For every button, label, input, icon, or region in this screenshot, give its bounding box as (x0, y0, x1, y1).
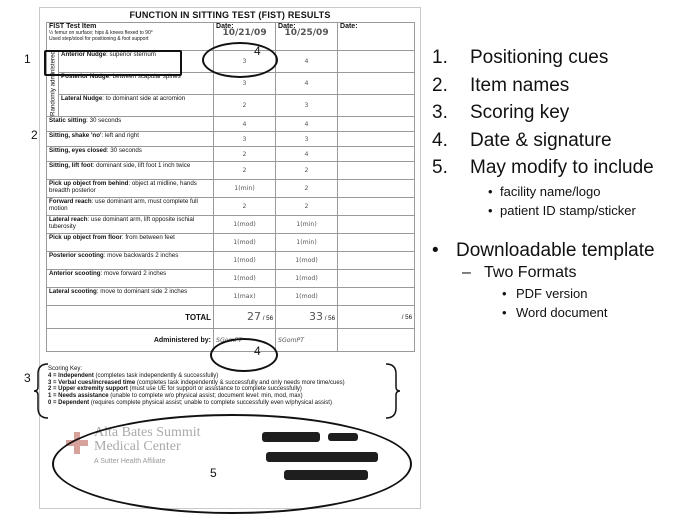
score-1: 1(max) (214, 288, 276, 306)
score-1: 1(mod) (214, 234, 276, 252)
total-label: TOTAL (47, 306, 214, 329)
administered-label: Administered by: (47, 329, 214, 352)
scoring-line (48, 373, 392, 380)
item-name: Sitting, lift foot (49, 162, 93, 169)
scoring-code: 0 = Dependent (48, 399, 90, 406)
annotation-1: 1 (24, 52, 31, 66)
date-value-2: 10/25/09 (284, 28, 329, 38)
score-3 (338, 180, 415, 198)
item-text: May modify to include (470, 157, 654, 178)
annotation-4-date: 4 (254, 44, 261, 58)
item-number: 1. (432, 47, 448, 68)
item-pick-up-floor (47, 234, 214, 252)
scoring-line (48, 380, 392, 387)
score-2: 3 (276, 95, 338, 117)
item-anterior-scooting (47, 270, 214, 288)
score-2: 1(min) (276, 216, 338, 234)
score-3 (338, 216, 415, 234)
score-2: 2 (276, 162, 338, 180)
scoring-text: (must use UE for support or assistance to complete successfully) (127, 386, 302, 393)
modify-sub-item: • patient ID stamp/sticker (432, 201, 687, 220)
score-3 (338, 51, 415, 73)
total-cell-1 (214, 306, 276, 329)
list-item (432, 72, 687, 100)
signature-1: SGomPT (214, 329, 276, 352)
item-name: Lateral Nudge (61, 95, 103, 102)
left-bracket (34, 362, 50, 420)
scoring-code: 3 = Verbal cues/increased time (48, 379, 136, 386)
two-formats: – Two Formats (462, 263, 577, 281)
list-item (432, 127, 687, 155)
item-desc: : move to dominant side 2 inches (96, 288, 188, 295)
item-desc: : use dominant arm, must complete full motion (49, 198, 198, 212)
total-of: / 56 (401, 313, 413, 321)
item-col-header: FIST Test Item (49, 23, 97, 30)
item-name: Anterior scooting (49, 270, 101, 277)
score-1: 1(min) (214, 180, 276, 198)
item-static-sitting (47, 117, 214, 132)
right-bracket (384, 362, 400, 420)
score-2: 3 (276, 132, 338, 147)
annotation-3: 3 (24, 371, 31, 385)
item-text: Item names (470, 74, 570, 96)
score-2: 4 (276, 117, 338, 132)
facility-oval (52, 414, 412, 514)
scoring-code: 1 = Needs assistance (48, 393, 109, 400)
scoring-line (48, 386, 392, 393)
item-name: Forward reach (49, 198, 92, 205)
score-3 (338, 288, 415, 306)
scoring-code: 4 = Independent (48, 372, 94, 379)
two-formats-text: Two Formats (484, 263, 577, 281)
scoring-code: 2 = Upper extremity support (48, 386, 128, 393)
side-list (432, 44, 687, 322)
item-eyes-closed (47, 147, 214, 162)
score-3 (338, 132, 415, 147)
item-name: Anterior Nudge (61, 51, 107, 58)
scoring-text: (completes task independently & successfully and only needs more time/cues) (135, 379, 345, 386)
date-label: Date: (216, 23, 234, 30)
item-lateral-scooting (47, 288, 214, 306)
list-item (432, 44, 687, 72)
score-1: 1(mod) (214, 216, 276, 234)
item-forward-reach (47, 198, 214, 216)
logo-name-2: Medical Center (94, 439, 181, 454)
total-cell-2 (276, 306, 338, 329)
date-label: Date: (278, 23, 296, 30)
item-text: Positioning cues (470, 47, 609, 68)
item-number: 5. (432, 157, 448, 178)
list-item (432, 99, 687, 127)
score-3 (338, 95, 415, 117)
score-1: 2 (214, 198, 276, 216)
score-3 (338, 252, 415, 270)
item-name: Pick up object from behind (49, 180, 129, 187)
score-1: 3 (214, 73, 276, 95)
positioning-note-1: ½ femur on surface; hips & knees flexed to 90° (49, 30, 153, 36)
item-text: Scoring key (470, 102, 570, 123)
date-label: Date: (340, 23, 358, 30)
score-2: 2 (276, 198, 338, 216)
scoring-key-title: Scoring Key: (48, 366, 83, 372)
scoring-text: (requires complete physical assist; unable to complete successfully even w/physical assist) (89, 399, 332, 406)
format-item: • Word document (432, 303, 687, 322)
date-cell-3 (338, 23, 415, 51)
score-1: 2 (214, 95, 276, 117)
item-name: Sitting, shake 'no' (49, 132, 102, 139)
modify-sub-item: • facility name/logo (432, 182, 687, 201)
item-name: Lateral reach (49, 216, 88, 223)
scoring-line (48, 393, 392, 400)
score-3 (338, 198, 415, 216)
document-title: FUNCTION IN SITTING TEST (FIST) RESULTS (129, 10, 331, 20)
item-number: 2. (432, 74, 448, 96)
scoring-text: (completes task independently & successfully) (93, 372, 219, 379)
item-desc: : between scapular spines (109, 73, 181, 80)
annotation-4-signature: 4 (254, 344, 261, 358)
item-name: Static sitting (49, 117, 87, 124)
item-name: Pick up object from floor (49, 234, 122, 241)
item-desc: : dominant side, lift foot 1 inch twice (92, 162, 191, 169)
score-2: 1(mod) (276, 252, 338, 270)
logo-affiliate: A Sutter Health Affiliate (94, 458, 166, 465)
positioning-note-2: Used step/stool for positioning & foot support (49, 36, 149, 42)
logo-name-1: Alta Bates Summit (94, 425, 201, 440)
date-cell-2 (276, 23, 338, 51)
score-3 (338, 162, 415, 180)
item-desc: : 30 seconds (86, 117, 122, 124)
score-1: 4 (214, 117, 276, 132)
score-3 (338, 73, 415, 95)
score-1: 1(mod) (214, 270, 276, 288)
item-lateral-nudge (59, 95, 214, 117)
total-of: / 56 (324, 314, 336, 322)
item-number: 3. (432, 102, 448, 123)
item-text: Date & signature (470, 129, 612, 151)
item-desc: : use dominant arm, lift opposite ischial tuberosity (49, 216, 195, 230)
annotation-2: 2 (31, 128, 38, 142)
item-desc: : move backwards 2 inches (103, 252, 179, 259)
total-cell-3 (338, 306, 415, 329)
score-1: 2 (214, 162, 276, 180)
score-3 (338, 117, 415, 132)
score-3 (338, 234, 415, 252)
score-1: 3 (214, 132, 276, 147)
scoring-line (48, 400, 392, 407)
item-pick-up-behind (47, 180, 214, 198)
item-desc: : from between feet (121, 234, 175, 241)
item-name: Posterior Nudge (61, 73, 110, 80)
score-1: 3 (214, 51, 276, 73)
item-lift-foot (47, 162, 214, 180)
format-item: • PDF version (432, 284, 687, 303)
list-item (432, 154, 687, 182)
signature-3 (338, 329, 415, 352)
downloadable-text: Downloadable template (456, 239, 655, 261)
item-desc: : 30 seconds (106, 147, 142, 154)
total-of: / 56 (262, 314, 274, 322)
scoring-text: (unable to complete w/o physical assist; document level: min, mod, max) (108, 393, 303, 400)
score-2: 1(mod) (276, 288, 338, 306)
item-name: Posterior scooting (49, 252, 104, 259)
item-desc: : to dominant side at acromion (102, 95, 186, 102)
header-item-cell (47, 23, 214, 51)
score-2: 4 (276, 51, 338, 73)
positioning-cues-box (44, 50, 182, 76)
score-2: 4 (276, 147, 338, 162)
item-number: 4. (432, 129, 448, 151)
item-posterior-scooting (47, 252, 214, 270)
item-desc: : move forward 2 inches (100, 270, 167, 277)
score-2: 1(mod) (276, 270, 338, 288)
item-name: Lateral scooting (49, 288, 97, 295)
total-value-1: 27 (246, 309, 261, 323)
date-value-1: 10/21/09 (222, 28, 267, 38)
item-desc: : superior sternum (106, 51, 156, 58)
item-name: Sitting, eyes closed (49, 147, 107, 154)
date-oval (202, 42, 278, 78)
score-1: 1(mod) (214, 252, 276, 270)
score-2: 4 (276, 73, 338, 95)
score-1: 2 (214, 147, 276, 162)
item-shake-no (47, 132, 214, 147)
signature-2: SGomPT (276, 329, 338, 352)
downloadable-template: • Downloadable template (432, 239, 655, 261)
item-lateral-reach (47, 216, 214, 234)
total-value-2: 33 (308, 309, 323, 323)
scoring-key (48, 366, 392, 407)
annotation-5: 5 (210, 466, 217, 480)
score-3 (338, 270, 415, 288)
item-desc: : object at midline, hands breadth posterior (49, 180, 197, 194)
score-3 (338, 147, 415, 162)
score-2: 1(min) (276, 234, 338, 252)
signature-oval (210, 338, 278, 372)
randomly-administered-label: Randomly administered (47, 51, 59, 117)
score-2: 2 (276, 180, 338, 198)
item-desc: : left and right (101, 132, 139, 139)
